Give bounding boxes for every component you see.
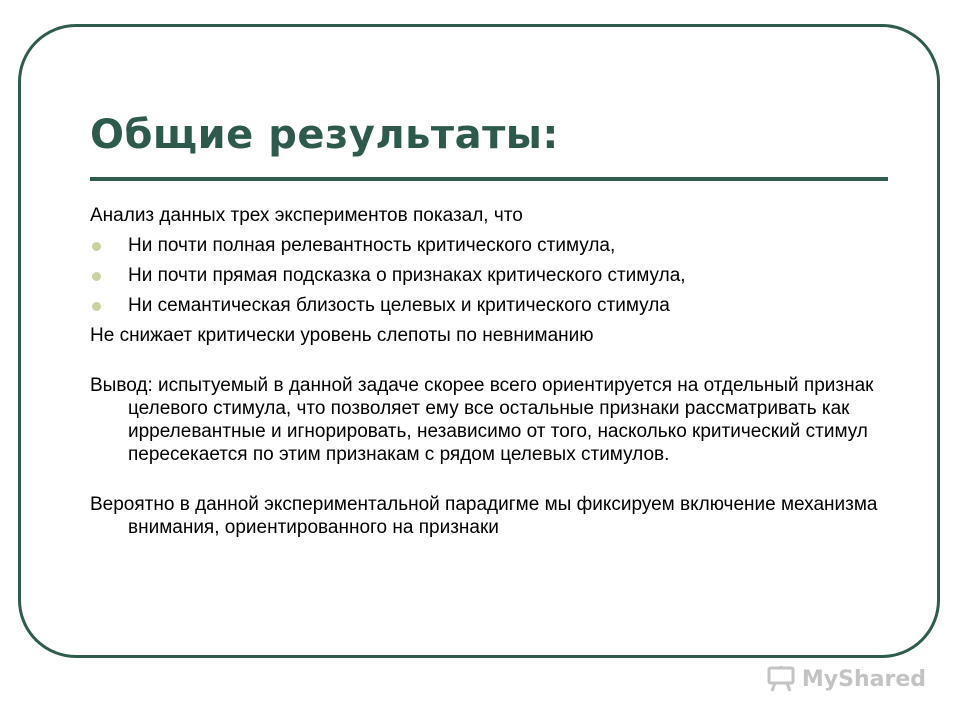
hypothesis-text: Вероятно в данной экспериментальной парадигме мы фиксируем включение механизма внимания, ориентированного на признаки: [90, 494, 878, 538]
presentation-board-icon: [766, 666, 796, 692]
bullet-text: Ни почти прямая подсказка о признаках критического стимула,: [128, 265, 686, 286]
watermark-text: MyShared: [801, 666, 926, 692]
watermark: [766, 666, 926, 692]
slide-title: Общие результаты:: [90, 112, 559, 158]
list-item: [90, 294, 890, 317]
list-item: [90, 264, 890, 287]
bullet-dot-icon: [92, 302, 101, 311]
bullet-dot-icon: [92, 272, 101, 281]
summary-text: Не снижает критически уровень слепоты по невниманию: [90, 325, 594, 346]
slide-body: [90, 204, 890, 539]
list-item: [90, 234, 890, 257]
bullet-text: Ни семантическая близость целевых и критического стимула: [128, 295, 670, 316]
intro-text: Анализ данных трех экспериментов показал, что: [90, 205, 523, 226]
bullet-list: [90, 234, 890, 317]
conclusion-text: Вывод: испытуемый в данной задаче скорее всего ориентируется на отдельный признак целевого стимула, что позволяет ему все остальные признаки рассматривать как иррелевантные и игнорировать, независимо от того, насколько критический стимул пересекается по этим признакам с рядом целевых стимулов.: [90, 375, 874, 465]
bullet-dot-icon: [92, 242, 101, 251]
bullet-text: Ни почти полная релевантность критического стимула,: [128, 235, 616, 256]
title-underline: [90, 177, 888, 181]
